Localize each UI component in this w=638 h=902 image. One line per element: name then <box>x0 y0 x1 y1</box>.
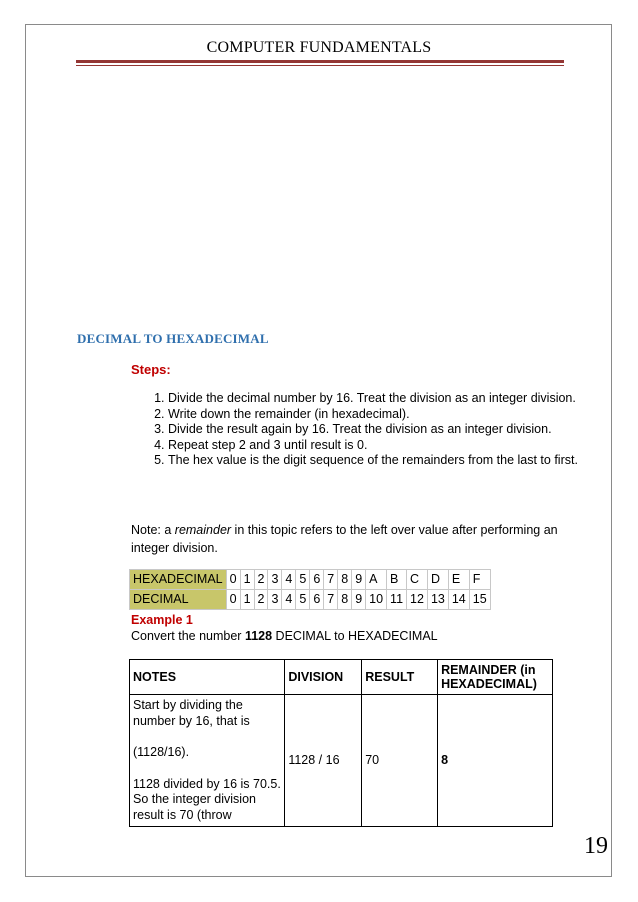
header-rule-thick <box>76 60 564 63</box>
mapping-cell: 8 <box>338 570 352 590</box>
mapping-cell: 1 <box>240 590 254 610</box>
mapping-cell: 7 <box>324 570 338 590</box>
page-number: 19 <box>584 833 608 859</box>
notes-line: (1128/16). <box>133 745 190 760</box>
step-item: 1. Divide the decimal number by 16. Treat the division as an integer division. <box>168 391 598 407</box>
page-header-title: COMPUTER FUNDAMENTALS <box>206 39 432 56</box>
remainder-note <box>131 521 561 557</box>
table-header-row <box>130 660 553 695</box>
remainder-cell: 8 <box>438 695 553 827</box>
mapping-cell: 3 <box>268 590 282 610</box>
mapping-cell: 1 <box>240 570 254 590</box>
column-header-division: DIVISION <box>285 660 362 695</box>
mapping-cell: A <box>366 570 387 590</box>
result-cell: 70 <box>362 695 438 827</box>
header-rule-thin <box>76 65 564 66</box>
mapping-cell: 13 <box>427 590 448 610</box>
note-prefix: Note: a <box>131 523 175 537</box>
mapping-cell: 11 <box>387 590 407 610</box>
division-cell: 1128 / 16 <box>285 695 362 827</box>
conversion-steps-table <box>129 659 553 827</box>
mapping-cell: 15 <box>469 590 490 610</box>
mapping-cell: 0 <box>226 570 240 590</box>
mapping-row-decimal <box>130 590 491 610</box>
mapping-cell: 2 <box>254 570 268 590</box>
mapping-cell: 8 <box>338 590 352 610</box>
example-sub-suffix: DECIMAL to HEXADECIMAL <box>272 629 438 643</box>
mapping-cell: 2 <box>254 590 268 610</box>
note-suffix: in this topic refers to the left over value after performing an integer division. <box>131 523 558 555</box>
mapping-cell: 6 <box>310 570 324 590</box>
step-item: 5. The hex value is the digit sequence of the remainders from the last to first. <box>168 453 598 469</box>
example-sub-prefix: Convert the number <box>131 629 245 643</box>
mapping-cell: 4 <box>282 570 296 590</box>
mapping-row-label: DECIMAL <box>130 590 227 610</box>
mapping-cell: 4 <box>282 590 296 610</box>
notes-line: 1128 divided by 16 is 70.5. So the integer division result is 70 (throw <box>133 776 281 822</box>
hex-decimal-mapping-table <box>129 569 491 610</box>
section-heading: DECIMAL TO HEXADECIMAL <box>77 331 269 346</box>
step-item: 3. Divide the result again by 16. Treat the division as an integer division. <box>168 422 598 438</box>
steps-list <box>131 391 598 469</box>
mapping-cell: 9 <box>352 590 366 610</box>
mapping-cell: 10 <box>366 590 387 610</box>
mapping-row-label: HEXADECIMAL <box>130 570 227 590</box>
mapping-cell: E <box>448 570 469 590</box>
mapping-cell: 12 <box>407 590 428 610</box>
notes-cell <box>130 695 285 827</box>
example-sub-number: 1128 <box>244 629 273 643</box>
column-header-remainder: REMAINDER (in HEXADECIMAL) <box>438 660 553 695</box>
mapping-cell: 5 <box>296 570 310 590</box>
notes-line: Start by dividing the number by 16, that is <box>133 698 250 728</box>
example-subtitle <box>131 629 438 643</box>
mapping-cell: C <box>407 570 428 590</box>
table-row <box>130 695 553 827</box>
mapping-cell: 14 <box>448 590 469 610</box>
mapping-cell: F <box>469 570 490 590</box>
mapping-cell: 3 <box>268 570 282 590</box>
mapping-cell: 7 <box>324 590 338 610</box>
mapping-cell: 9 <box>352 570 366 590</box>
step-item: 2. Write down the remainder (in hexadecimal). <box>168 407 598 423</box>
mapping-row-hex <box>130 570 491 590</box>
mapping-cell: 5 <box>296 590 310 610</box>
step-item: 4. Repeat step 2 and 3 until result is 0. <box>168 438 598 454</box>
mapping-cell: B <box>387 570 407 590</box>
steps-label: Steps: <box>131 362 171 377</box>
example-title: Example 1 <box>131 613 193 627</box>
mapping-cell: D <box>427 570 448 590</box>
note-emphasis: remainder <box>174 523 232 537</box>
mapping-cell: 6 <box>310 590 324 610</box>
mapping-cell: 0 <box>226 590 240 610</box>
column-header-result: RESULT <box>362 660 438 695</box>
column-header-notes: NOTES <box>130 660 285 695</box>
